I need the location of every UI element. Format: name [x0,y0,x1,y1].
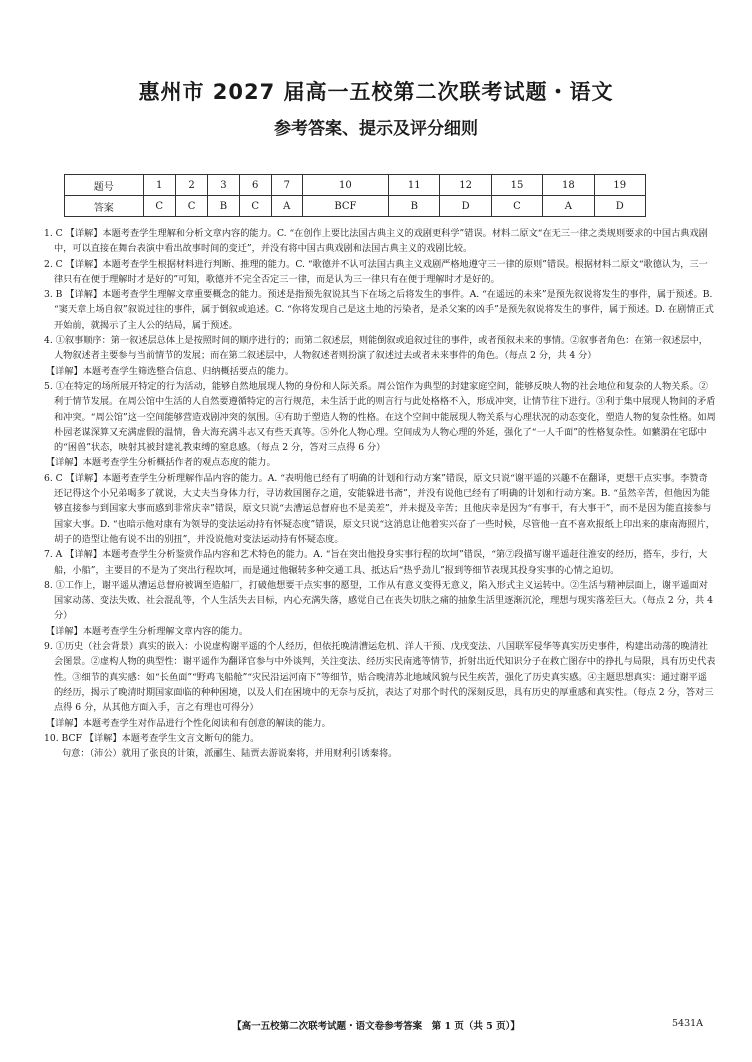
page-footer: 【高一五校第二次联考试题・语文卷参考答案 第 1 页（共 5 页）】 [232,1021,520,1032]
question-number: 15 [491,175,542,196]
page-title: 惠州市 2027 届高一五校第二次联考试题・语文 [138,80,614,104]
page-subtitle: 参考答案、提示及评分细则 [274,119,478,139]
answer-cell: BCF [302,196,388,217]
paper-code: 5431A [672,1018,704,1029]
answer-cell: A [543,196,594,217]
answer-cell: C [143,196,175,217]
answer-table-answer-row [65,196,646,217]
answer-item-9-detail: 【详解】本题考查学生对作品进行个性化阅读和有创意的解读的能力。 [46,717,331,729]
answer-item-7: 7. A 【详解】本题考查学生分析鉴赏作品内容和艺术特色的能力。A. “旨在突出他投身实事行程的坎坷”错误，“第⑦段描写谢平遥赶往淮安的经历，搭车，步行，大船，小船”，主要目的不是为了突出行程坎坷，而是通过他辗转多种交通工具、抵达后“热乎劲儿”报到等细节表现其投身实事的心情之迫切。 [44,549,708,576]
answer-item-2: 2. C 【详解】本题考查学生根据材料进行判断、推理的能力。C. “歌德并不认可法国古典主义戏剧严格地遵守三一律的原则”错误。根据材料二原文“歌德认为，三一律只有在便于理解时才是好的”可知，歌德并不完全否定三一律，而是认为三一律只有在便于理解时才是好的。 [44,258,708,285]
answer-item-5: 5. ①在特定的场所展开特定的行为活动，能够自然地展现人物的身份和人际关系。周公馆作为典型的封建家庭空间，能够反映人物的社会地位和复杂的人物关系。②利于情节发展。在周公馆中生活的人自然要遵循特定的言行规范，未生活于此的则言行与此处格格不入，形成冲突，让情节往下进行。③利于集中展现人物间的矛盾和冲突。“周公馆”这一空间能够营造戏剧冲突的氛围。④有助于塑造人物的性格。在这个空间中能展现人物关系与心理状况的动态变化，塑造人物的复杂性格。如周朴园老谋深算又充满虚假的温情，鲁大海充满斗志又有些天真等。⑤外化人物心理。空间成为人物心理的外延，强化了“一人千面”的性格复杂性。如蘩漪在宅邸中的“困兽”状态，映射其被封建礼教束缚的窒息感。（每点 2 分，答对三点得 6 分） [44,380,716,454]
answer-cell: C [175,196,207,217]
question-number: 12 [440,175,491,196]
answer-item-10: 10. BCF 【详解】本题考查学生文言文断句的能力。 [44,732,260,744]
answer-item-8: 8. ①工作上，谢平遥从漕运总督府被调至造船厂，打破他想要干点实事的愿望，工作从有意义变得无意义，陷入形式主义运转中。②生活与精神层面上，谢平遥面对国家动荡、变法失败、社会混乱等，个人生活失去目标，内心充满失落，感觉自己在丧失切肤之痛的抽象生活里逐渐沉沦，理想与现实落差巨大。（每点 2 分，共 4 分） [44,579,713,622]
answer-cell: B [389,196,440,217]
answer-cell: B [208,196,239,217]
question-number: 19 [594,175,645,196]
question-number: 6 [239,175,271,196]
answer-item-8-detail: 【详解】本题考查学生分析理解文章内容的能力。 [46,625,249,637]
question-number: 7 [271,175,302,196]
answer-cell: C [239,196,271,217]
answer-cell: D [594,196,645,217]
answer-item-5-detail: 【详解】本题考查学生分析概括作者的观点态度的能力。 [46,457,276,469]
answer-cell: C [491,196,542,217]
answer-table-row-label: 答案 [65,196,144,217]
answer-item-3: 3. B 【详解】本题考查学生理解文章重要概念的能力。预述是指预先叙说其当下在场之后将发生的事件。A. “在遥远的未来”是预先叙说将发生的事件，属于预述。B. “窦天章上场自叙”叙说过往的事件，属于倒叙或追述。C. “你将发现自己是这土地的污染者，是杀父案的凶手”是预先叙说将发生的事件，属于预述。D. 在剧情正式开始前，就揭示了主人公的结局，属于预述。 [44,289,714,331]
answer-cell: A [271,196,302,217]
answer-item-4: 4. ①叙事顺序：第一叙述层总体上是按照时间的顺序进行的；而第二叙述层，则能倒叙或追叙过往的事件，或者预叙未来的事情。②叙事者角色：在第一叙述层中，人物叙述者主要参与当前情节的发展；而在第二叙述层中，人物叙述者则扮演了叙述过去或者未来事件的角色。（每点 2 分，共 4 分） [44,335,708,362]
answer-explanations [44,226,716,761]
answer-item-10-sentence: 句意：（沛公）就用了张良的计策，派郦生、陆贾去游说秦将，并用财利引诱秦将。 [62,748,398,760]
answer-item-1: 1. C 【详解】本题考查学生理解和分析文章内容的能力。C. “在创作上要比法国古典主义的戏剧更科学”错误。材料二原文“在无三一律之类规则要求的中国古典戏剧中，可以直接在舞台表演中看出故事时间的变迁”，并没有将中国古典戏剧和法国古典主义的戏剧比较。 [44,228,708,255]
answer-cell: D [440,196,491,217]
question-number: 10 [302,175,388,196]
question-number: 1 [143,175,175,196]
answer-table [64,174,646,217]
question-number: 11 [389,175,440,196]
answer-table-row-label: 题号 [65,175,144,196]
question-number: 18 [543,175,594,196]
answer-item-4-detail: 【详解】本题考查学生筛选整合信息、归纳概括要点的能力。 [46,365,295,377]
question-number: 2 [175,175,207,196]
answer-item-6: 6. C 【详解】本题考查学生分析理解作品内容的能力。A. “表明他已经有了明确的计划和行动方案”错误，原文只说“谢平遥的兴趣不在翻译，更想干点实事。李赞奇还记得这个小兄弟喝多了就说，大丈夫当身体力行，寻访救国图存之道，安能躲进书斋”，并没有说他已经有了明确的计划和行动方案。B. “虽然辛苦，但他因为能够直接参与到国家大事而感到非常庆幸”错误，原文只说“去漕运总督府也不是美差”，并未提及辛苦；且他庆幸是因为“有事干，有大事干”，而不是因为能直接参与国家大事。D. “也暗示他对康有为领导的变法运动持有怀疑态度”错误，原文只说“这消息让他着实兴奋了一些时候，尽管他一直不喜欢报纸上印出来的康南海照片，胡子的造型让他有说不出的别扭”，并没说他对变法运动持有怀疑态度。 [44,472,715,545]
answer-table-number-row [65,175,646,196]
answer-item-9: 9. ①历史（社会背景）真实的嵌入：小说虚构谢平遥的个人经历，但依托晚清漕运危机、洋人干预、戊戌变法、八国联军侵华等真实历史事件，构建出动荡的晚清社会图景。②虚构人物的典型性：谢平遥作为翻译官参与中外谈判，关注变法、经历实民南逃等情节，折射出近代知识分子在救亡图存中的挣扎与局限，具有历史代表性。③细节的真实感：如“长鱼面”“野鸡飞船舱”“灾民沿运河南下”等细节，贴合晚清苏北地域风貌与民生疾苦，强化了历史真实感。④主题思想真实：通过谢平遥的经历，揭示了晚清时期国家面临的种种困境，以及人们在困境中的无奈与反抗，表达了对那个时代的深刻反思，具有历史的厚重感和真实性。（每点 2 分，答对三点得 6 分，从其他方面入手，言之有理也可得分） [44,641,716,714]
question-number: 3 [208,175,239,196]
